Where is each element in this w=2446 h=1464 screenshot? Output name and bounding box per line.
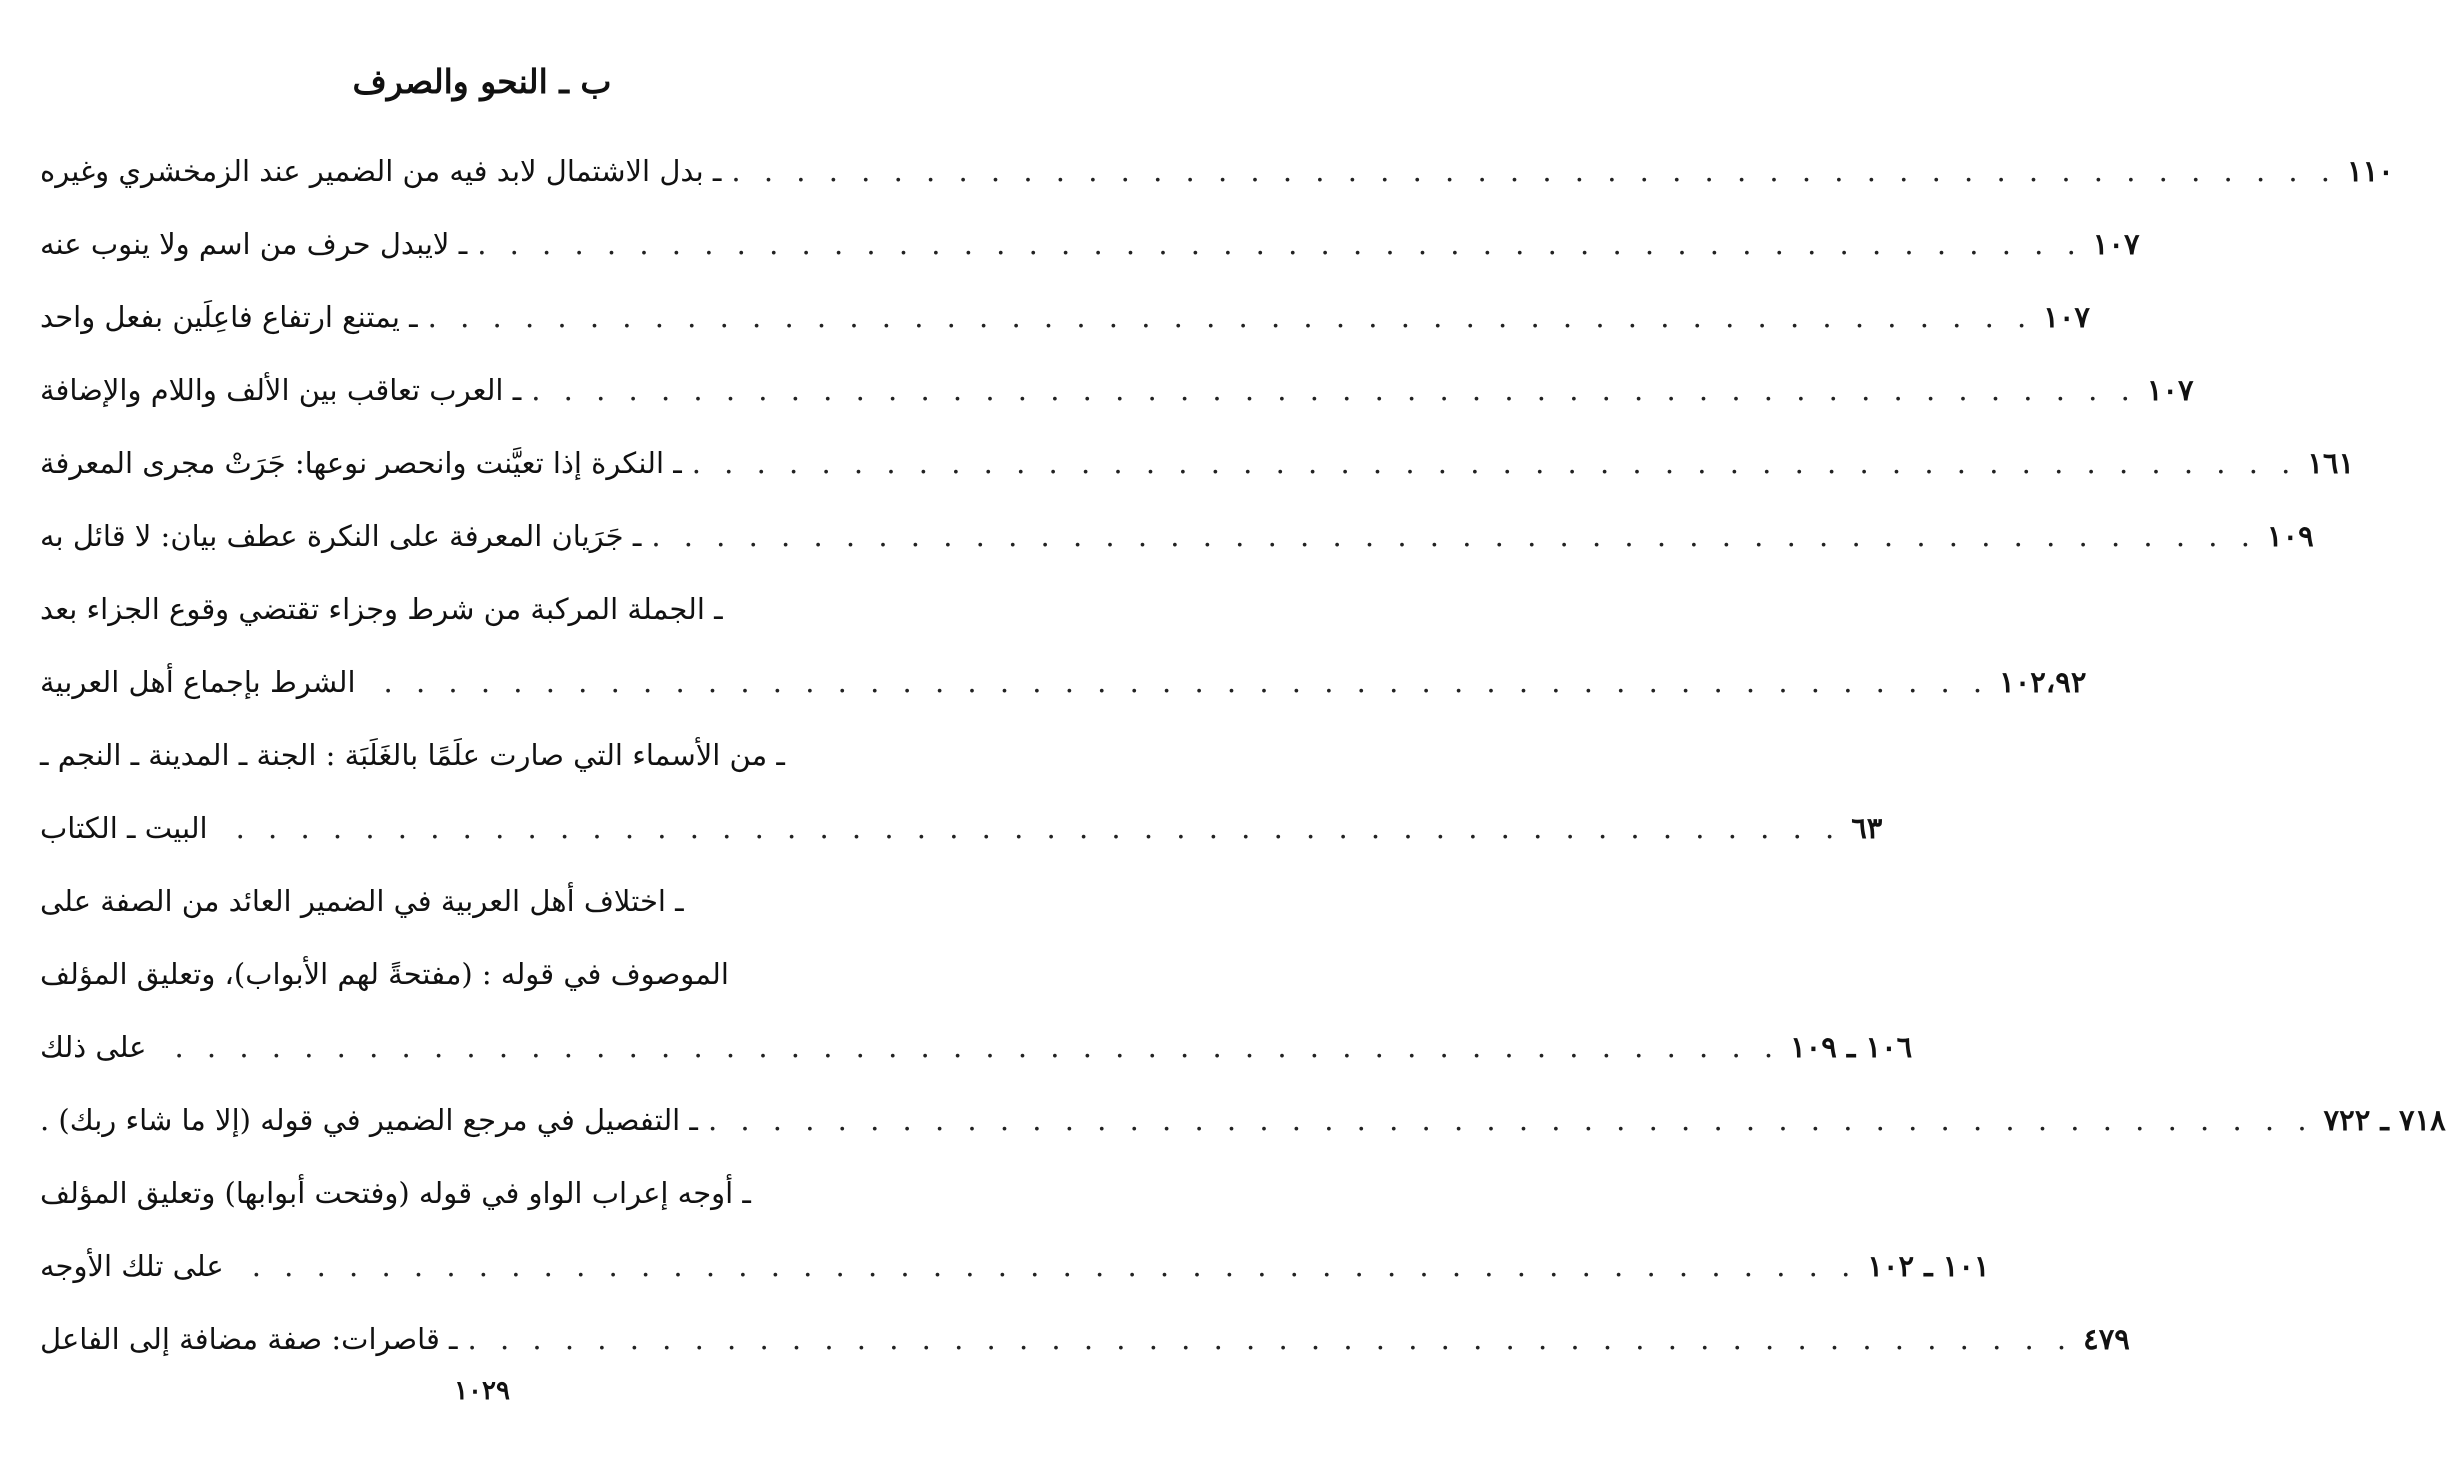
dot-leader: . . . . . . . . . . . . . . . . . . . . . . . . . . . . . . . . . . . . . . . . . . . . . . . . . . — [251, 1248, 1858, 1283]
page-reference: ٦٣ — [1851, 810, 1883, 845]
index-entries — [40, 134, 2446, 1375]
index-line-1 — [40, 134, 2394, 207]
page-reference: ١٠٢،٩٢ — [1999, 664, 2087, 699]
index-line-11 — [40, 864, 920, 937]
index-line-3 — [40, 280, 2090, 353]
entry-text-continuation: على ذلك — [40, 1029, 147, 1064]
index-line-2 — [40, 207, 2140, 280]
index-line-12 — [40, 937, 920, 1010]
entry-text: ـ الجملة المركبة من شرط وجزاء تقتضي وقوع الجزاء بعد — [40, 591, 723, 626]
page-reference: ٧١٨ ـ ٧٢٢ — [2323, 1102, 2446, 1137]
index-line-7 — [40, 572, 920, 645]
page-number: ١٠٢٩ — [454, 1376, 510, 1406]
page-reference: ١١٠ — [2347, 153, 2394, 188]
index-line-15 — [40, 1156, 920, 1229]
dot-leader: . . . . . . . . . . . . . . . . . . . . . . . . . . . . . . . . . . . . . . . . . . . . . . . . . . — [383, 664, 1990, 699]
entry-text: ـ بدل الاشتمال لابد فيه من الضمير عند الزمخشري وغيره — [40, 153, 722, 188]
dot-leader: . . . . . . . . . . . . . . . . . . . . . . . . . . . . . . . . . . . . . . . . . . . . . . . . . . — [235, 810, 1842, 845]
index-line-16 — [40, 1229, 1990, 1302]
entry-text: ـ لايبدل حرف من اسم ولا ينوب عنه — [40, 226, 468, 261]
entry-text: ـ التفصيل في مرجع الضمير في قوله (إلا ما شاء ربك) . — [40, 1102, 698, 1137]
page-reference: ١٠٩ — [2266, 518, 2314, 553]
entry-text-continuation: على تلك الأوجه — [40, 1248, 224, 1283]
dot-leader: . . . . . . . . . . . . . . . . . . . . . . . . . . . . . . . . . . . . . . . . . . . . . . . . . . — [531, 372, 2137, 407]
index-line-4 — [40, 353, 2194, 426]
entry-text-continuation: الموصوف في قوله : (مفتحةً لهم الأبواب)، وتعليق المؤلف — [40, 956, 729, 991]
index-line-6 — [40, 499, 2314, 572]
page-reference: ١٦١ — [2307, 445, 2355, 480]
dot-leader: . . . . . . . . . . . . . . . . . . . . . . . . . . . . . . . . . . . . . . . . . . . . . . . . . . — [467, 1321, 2074, 1356]
entry-text: ـ اختلاف أهل العربية في الضمير العائد من الصفة على — [40, 883, 684, 918]
page-reference: ٤٧٩ — [2083, 1321, 2130, 1356]
entry-text: ـ العرب تعاقب بين الألف واللام والإضافة — [40, 372, 522, 407]
index-line-17 — [40, 1302, 2130, 1375]
entry-text: ـ من الأسماء التي صارت علَمًا بالغَلَبَة : الجنة ـ المدينة ـ النجم ـ — [40, 737, 785, 772]
entry-text-continuation: البيت ـ الكتاب — [40, 810, 208, 845]
index-line-10 — [40, 791, 1883, 864]
dot-leader: . . . . . . . . . . . . . . . . . . . . . . . . . . . . . . . . . . . . . . . . . . . . . . . . . . — [691, 445, 2298, 480]
page-reference: ١٠٧ — [2043, 299, 2090, 334]
entry-text: ـ قاصرات: صفة مضافة إلى الفاعل — [40, 1321, 458, 1356]
entry-text: ـ النكرة إذا تعيَّنت وانحصر نوعها: جَرَتْ مجرى المعرفة — [40, 445, 682, 480]
index-line-9 — [40, 718, 920, 791]
dot-leader: . . . . . . . . . . . . . . . . . . . . . . . . . . . . . . . . . . . . . . . . . . . . . . . . . . — [427, 299, 2034, 334]
entry-text: ـ جَرَيان المعرفة على النكرة عطف بيان: لا قائل به — [40, 518, 642, 553]
page-reference: ١٠١ ـ ١٠٢ — [1867, 1248, 1990, 1283]
section-title: ب ـ النحو والصرف — [352, 62, 612, 101]
dot-leader: . . . . . . . . . . . . . . . . . . . . . . . . . . . . . . . . . . . . . . . . . . . . . . . . . . — [651, 518, 2257, 553]
dot-leader: . . . . . . . . . . . . . . . . . . . . . . . . . . . . . . . . . . . . . . . . . . . . . . . . . . — [477, 226, 2083, 261]
page-reference: ١٠٧ — [2146, 372, 2194, 407]
entry-text: ـ أوجه إعراب الواو في قوله (وفتحت أبوابها) وتعليق المؤلف — [40, 1175, 751, 1210]
dot-leader: . . . . . . . . . . . . . . . . . . . . . . . . . . . . . . . . . . . . . . . . . . . . . . . . . . — [174, 1029, 1781, 1064]
index-line-5 — [40, 426, 2355, 499]
index-line-8 — [40, 645, 2087, 718]
dot-leader: . . . . . . . . . . . . . . . . . . . . . . . . . . . . . . . . . . . . . . . . . . . . . . . . . . — [707, 1102, 2314, 1137]
page-reference: ١٠٧ — [2092, 226, 2140, 261]
page-reference: ١٠٦ ـ ١٠٩ — [1790, 1029, 1913, 1064]
index-line-14 — [40, 1083, 2446, 1156]
index-line-13 — [40, 1010, 1913, 1083]
entry-text: ـ يمتنع ارتفاع فاعِلَين بفعل واحد — [40, 299, 418, 334]
dot-leader: . . . . . . . . . . . . . . . . . . . . . . . . . . . . . . . . . . . . . . . . . . . . . . . . . . — [731, 153, 2338, 188]
entry-text-continuation: الشرط بإجماع أهل العربية — [40, 664, 356, 699]
